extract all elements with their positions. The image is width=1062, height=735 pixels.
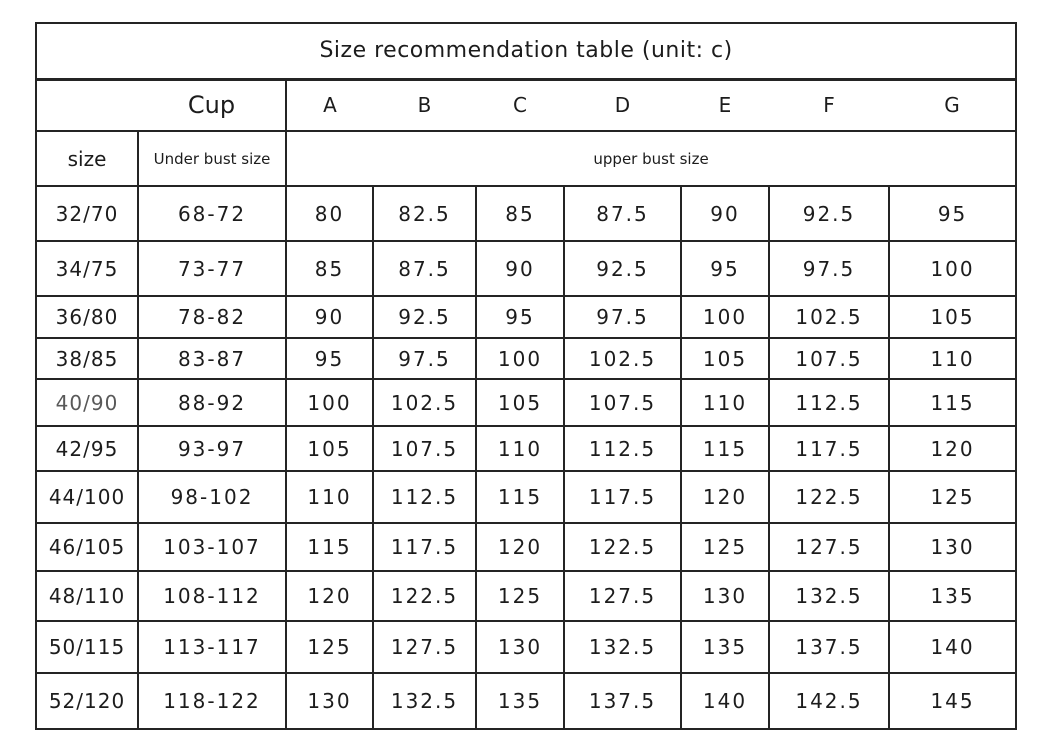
value-cell-d: 107.5 [564,379,681,426]
table-row [36,379,1016,426]
value-cell-b: 102.5 [373,379,476,426]
under-bust-cell: 83-87 [138,338,286,379]
cup-column-c-header: C [476,79,564,131]
value-cell-c: 130 [476,621,564,673]
cup-spacer-cell [36,79,138,131]
value-cell-f: 127.5 [769,523,889,571]
value-cell-a: 80 [286,186,373,241]
value-cell-e: 105 [681,338,769,379]
value-cell-b: 97.5 [373,338,476,379]
value-cell-g: 120 [889,426,1016,471]
value-cell-d: 137.5 [564,673,681,729]
under-bust-cell: 88-92 [138,379,286,426]
value-cell-d: 122.5 [564,523,681,571]
size-recommendation-table [35,22,1017,730]
value-cell-d: 117.5 [564,471,681,523]
size-cell: 32/70 [36,186,138,241]
value-cell-e: 110 [681,379,769,426]
value-cell-a: 120 [286,571,373,621]
value-cell-c: 125 [476,571,564,621]
value-cell-e: 125 [681,523,769,571]
value-cell-a: 115 [286,523,373,571]
value-cell-c: 120 [476,523,564,571]
value-cell-g: 130 [889,523,1016,571]
value-cell-f: 102.5 [769,296,889,338]
value-cell-b: 107.5 [373,426,476,471]
table-row [36,523,1016,571]
table-title: Size recommendation table (unit: c) [36,23,1016,79]
value-cell-d: 92.5 [564,241,681,296]
value-cell-e: 130 [681,571,769,621]
size-cell: 44/100 [36,471,138,523]
value-cell-b: 92.5 [373,296,476,338]
value-cell-g: 100 [889,241,1016,296]
table-row [36,426,1016,471]
value-cell-e: 120 [681,471,769,523]
value-cell-c: 115 [476,471,564,523]
table-row [36,673,1016,729]
under-bust-cell: 93-97 [138,426,286,471]
cup-column-b-header: B [373,79,476,131]
value-cell-e: 115 [681,426,769,471]
size-header: size [36,131,138,186]
value-cell-e: 135 [681,621,769,673]
size-cell: 46/105 [36,523,138,571]
under-bust-cell: 78-82 [138,296,286,338]
value-cell-f: 122.5 [769,471,889,523]
table-row [36,471,1016,523]
table-row [36,338,1016,379]
under-bust-header: Under bust size [138,131,286,186]
value-cell-c: 135 [476,673,564,729]
size-cell: 42/95 [36,426,138,471]
value-cell-a: 90 [286,296,373,338]
upper-bust-header: upper bust size [286,131,1016,186]
table-row [36,241,1016,296]
value-cell-a: 95 [286,338,373,379]
value-cell-g: 140 [889,621,1016,673]
value-cell-g: 95 [889,186,1016,241]
value-cell-d: 132.5 [564,621,681,673]
value-cell-b: 82.5 [373,186,476,241]
table-row [36,296,1016,338]
under-bust-cell: 68-72 [138,186,286,241]
size-cell: 38/85 [36,338,138,379]
under-bust-cell: 113-117 [138,621,286,673]
value-cell-b: 132.5 [373,673,476,729]
value-cell-f: 132.5 [769,571,889,621]
cup-column-f-header: F [769,79,889,131]
cup-column-d-header: D [564,79,681,131]
value-cell-d: 87.5 [564,186,681,241]
value-cell-a: 130 [286,673,373,729]
table-row [36,571,1016,621]
value-cell-c: 85 [476,186,564,241]
value-cell-c: 110 [476,426,564,471]
value-cell-a: 105 [286,426,373,471]
size-cell: 52/120 [36,673,138,729]
size-cell: 34/75 [36,241,138,296]
cup-column-e-header: E [681,79,769,131]
value-cell-d: 97.5 [564,296,681,338]
value-cell-g: 125 [889,471,1016,523]
value-cell-c: 100 [476,338,564,379]
value-cell-g: 145 [889,673,1016,729]
value-cell-e: 90 [681,186,769,241]
value-cell-f: 107.5 [769,338,889,379]
value-cell-g: 110 [889,338,1016,379]
value-cell-d: 127.5 [564,571,681,621]
value-cell-g: 135 [889,571,1016,621]
value-cell-b: 112.5 [373,471,476,523]
cup-header: Cup [138,79,286,131]
value-cell-c: 95 [476,296,564,338]
size-cell: 40/90 [36,379,138,426]
table-row [36,186,1016,241]
value-cell-a: 85 [286,241,373,296]
value-cell-f: 97.5 [769,241,889,296]
value-cell-f: 137.5 [769,621,889,673]
value-cell-b: 122.5 [373,571,476,621]
under-bust-cell: 103-107 [138,523,286,571]
value-cell-b: 127.5 [373,621,476,673]
table-row [36,621,1016,673]
under-bust-cell: 98-102 [138,471,286,523]
value-cell-f: 112.5 [769,379,889,426]
value-cell-e: 95 [681,241,769,296]
size-cell: 36/80 [36,296,138,338]
value-cell-d: 102.5 [564,338,681,379]
value-cell-c: 90 [476,241,564,296]
value-cell-g: 115 [889,379,1016,426]
value-cell-d: 112.5 [564,426,681,471]
under-bust-cell: 108-112 [138,571,286,621]
value-cell-a: 125 [286,621,373,673]
size-cell: 50/115 [36,621,138,673]
cup-column-a-header: A [286,79,373,131]
value-cell-f: 117.5 [769,426,889,471]
value-cell-b: 117.5 [373,523,476,571]
value-cell-e: 100 [681,296,769,338]
value-cell-f: 92.5 [769,186,889,241]
value-cell-a: 100 [286,379,373,426]
value-cell-f: 142.5 [769,673,889,729]
cup-column-g-header: G [889,79,1016,131]
cup-header-row [36,79,1016,131]
sub-header-row [36,131,1016,186]
value-cell-b: 87.5 [373,241,476,296]
value-cell-e: 140 [681,673,769,729]
under-bust-cell: 73-77 [138,241,286,296]
value-cell-c: 105 [476,379,564,426]
value-cell-g: 105 [889,296,1016,338]
value-cell-a: 110 [286,471,373,523]
size-cell: 48/110 [36,571,138,621]
title-row [36,23,1016,79]
under-bust-cell: 118-122 [138,673,286,729]
